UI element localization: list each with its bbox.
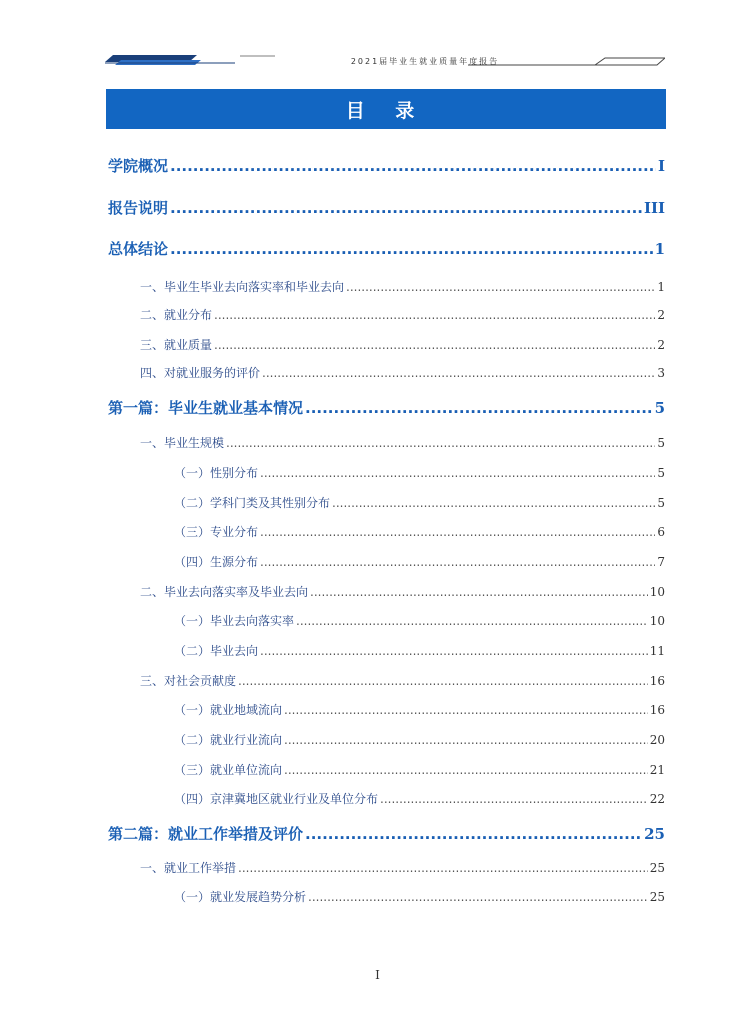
- toc-dot-leader: [305, 399, 653, 417]
- toc-entry[interactable]: [174, 523, 665, 540]
- toc-dot-leader: [260, 466, 655, 480]
- toc-entry[interactable]: [174, 612, 665, 629]
- toc-title-banner: 目 录: [106, 89, 666, 129]
- toc-entry-page: 16: [649, 674, 665, 688]
- toc-entry[interactable]: [140, 583, 665, 600]
- toc-dot-leader: [260, 644, 648, 658]
- toc-entry-page: 6: [657, 525, 665, 539]
- toc-entry-page: 21: [649, 763, 665, 777]
- toc-entry-title: 报告说明: [108, 199, 169, 217]
- toc-entry-title: （四）京津冀地区就业行业及单位分布: [174, 792, 379, 806]
- toc-dot-leader: [262, 366, 655, 380]
- toc-entry-page: 7: [657, 555, 665, 569]
- toc-entry[interactable]: [140, 306, 665, 323]
- toc-entry-page: III: [643, 199, 665, 217]
- toc-entry[interactable]: [140, 434, 665, 451]
- toc-dot-leader: [346, 280, 655, 294]
- toc-entry[interactable]: [174, 790, 665, 807]
- toc-entry-page: 2: [657, 308, 665, 322]
- toc-entry[interactable]: [174, 464, 665, 481]
- toc-dot-leader: [226, 436, 655, 450]
- toc-entry-title: 三、对社会贡献度: [140, 674, 237, 688]
- toc-entry-title: （一）就业发展趋势分析: [174, 890, 307, 904]
- toc-entry-title: 一、毕业生毕业去向落实率和毕业去向: [140, 280, 345, 294]
- toc-entry-page: I: [657, 157, 665, 175]
- toc-entry-page: 11: [649, 644, 665, 658]
- toc-dot-leader: [310, 585, 648, 599]
- toc-entry[interactable]: [140, 278, 665, 295]
- toc-entry-title: （二）毕业去向: [174, 644, 259, 658]
- toc-entry-title: （三）专业分布: [174, 525, 259, 539]
- toc-entry[interactable]: [174, 888, 665, 905]
- toc-entry-page: 10: [649, 614, 665, 628]
- toc-entry-title: 二、就业分布: [140, 308, 213, 322]
- toc-entry-page: 25: [644, 825, 665, 843]
- toc-dot-leader: [170, 157, 656, 175]
- toc-entry-page: 5: [657, 496, 665, 510]
- toc-entry-title: （二）学科门类及其性别分布: [174, 496, 331, 510]
- toc-entry[interactable]: [140, 859, 665, 876]
- toc-entry[interactable]: [174, 731, 665, 748]
- toc-entry-title: （一）就业地域流向: [174, 703, 283, 717]
- toc-dot-leader: [332, 496, 655, 510]
- toc-entry-page: 20: [649, 733, 665, 747]
- toc-dot-leader: [296, 614, 648, 628]
- toc-entry[interactable]: [108, 238, 665, 259]
- toc-entry-title: 二、毕业去向落实率及毕业去向: [140, 585, 309, 599]
- toc-dot-leader: [238, 861, 648, 875]
- toc-dot-leader: [214, 308, 655, 322]
- toc-dot-leader: [260, 525, 655, 539]
- toc-entry[interactable]: [108, 823, 665, 844]
- toc-entry-title: （四）生源分布: [174, 555, 259, 569]
- toc-entry[interactable]: [174, 494, 665, 511]
- toc-entry-page: 1: [654, 240, 665, 258]
- toc-entry-title: 四、对就业服务的评价: [140, 366, 261, 380]
- toc-dot-leader: [238, 674, 648, 688]
- toc-entry[interactable]: [140, 336, 665, 353]
- toc-entry-page: 5: [657, 436, 665, 450]
- toc-dot-leader: [170, 240, 653, 258]
- toc-entry-page: 22: [649, 792, 665, 806]
- toc-entry-title: （一）性别分布: [174, 466, 259, 480]
- toc-entry[interactable]: [174, 553, 665, 570]
- toc-dot-leader: [284, 703, 648, 717]
- toc-entry[interactable]: [108, 197, 665, 218]
- page-number: I: [375, 968, 380, 982]
- toc-entry[interactable]: [108, 155, 665, 176]
- toc-entry-page: 16: [649, 703, 665, 717]
- header-title: 2021届毕业生就业质量年度报告: [350, 57, 500, 66]
- toc-entry-title: 第一篇：毕业生就业基本情况: [108, 399, 304, 417]
- toc-entry[interactable]: [140, 364, 665, 381]
- toc-entry[interactable]: [108, 397, 665, 418]
- toc-entry[interactable]: [174, 761, 665, 778]
- toc-dot-leader: [214, 338, 655, 352]
- toc-dot-leader: [170, 199, 642, 217]
- toc-dot-leader: [260, 555, 655, 569]
- toc-entry-title: （一）毕业去向落实率: [174, 614, 295, 628]
- toc-entry-title: （三）就业单位流向: [174, 763, 283, 777]
- toc-entry-title: 第二篇：就业工作举措及评价: [108, 825, 304, 843]
- toc-dot-leader: [305, 825, 642, 843]
- toc-dot-leader: [284, 763, 648, 777]
- toc-entry-page: 25: [649, 890, 665, 904]
- toc-entry[interactable]: [174, 642, 665, 659]
- toc-entry-title: 三、就业质量: [140, 338, 213, 352]
- toc-entry-title: 学院概况: [108, 157, 169, 175]
- toc-entry-page: 10: [649, 585, 665, 599]
- toc-entry-title: 一、毕业生规模: [140, 436, 225, 450]
- toc-entry[interactable]: [140, 672, 665, 689]
- toc-entry-title: 一、就业工作举措: [140, 861, 237, 875]
- toc-entry-title: （二）就业行业流向: [174, 733, 283, 747]
- page-header: [105, 52, 665, 72]
- toc-entry-page: 5: [657, 466, 665, 480]
- toc-entry-page: 25: [649, 861, 665, 875]
- toc-entry-page: 5: [654, 399, 665, 417]
- toc-entry-page: 3: [657, 366, 665, 380]
- toc-entry-page: 2: [657, 338, 665, 352]
- toc-entry-title: 总体结论: [108, 240, 169, 258]
- toc-dot-leader: [380, 792, 648, 806]
- toc-dot-leader: [284, 733, 648, 747]
- toc-entry[interactable]: [174, 701, 665, 718]
- toc-dot-leader: [308, 890, 648, 904]
- toc-entry-page: 1: [657, 280, 665, 294]
